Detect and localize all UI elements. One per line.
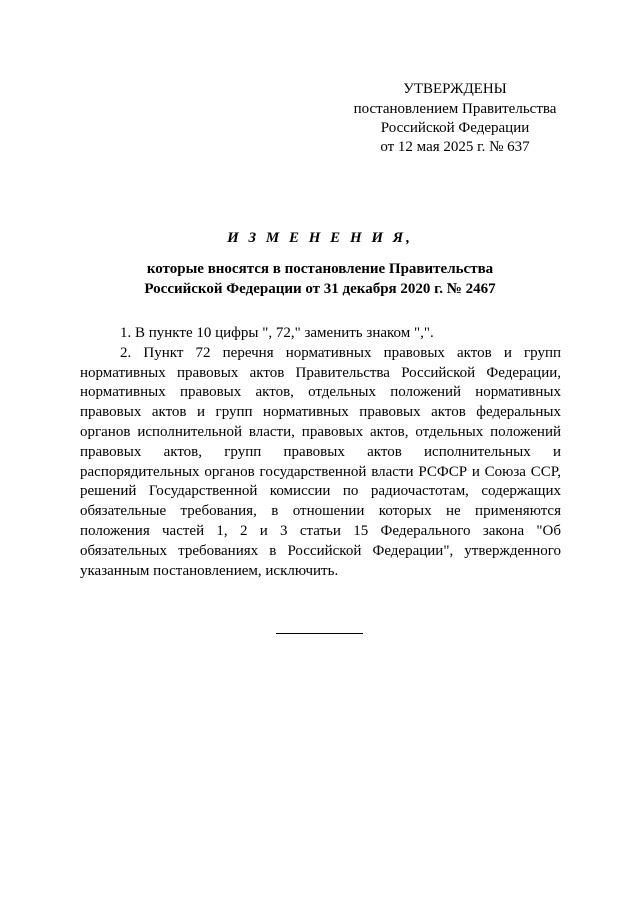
document-subtitle-line-2: Российской Федерации от 31 декабря 2020 г. № 2467: [144, 281, 496, 297]
approval-line-2: Российской Федерации: [380, 120, 530, 136]
approval-line-3: от 12 мая 2025 г. № 637: [380, 139, 530, 155]
title-block: [80, 228, 560, 299]
closing-separator-line: [276, 633, 363, 634]
document-subtitle: [80, 259, 560, 299]
item-text: Пункт 72 перечня нормативных правовых актов и групп нормативных правовых актов Правительства Российской Федерации, нормативных правовых актов, отдельных положений нормативных правовых актов и групп нормативных правовых актов федеральных органов исполнительной власти, правовых актов, отдельных положений правовых актов, групп правовых актов исполнительных и распорядительных органов государственной власти РСФСР и Союза ССР, решений Государственной комиссии по радиочастотам, содержащих обязательные требования, в отношении которых не применяются положения частей 1, 2 и 3 статьи 15 Федерального закона "Об обязательных требованиях в Российской Федерации", утвержденного указанным постановлением, исключить.: [80, 344, 562, 579]
list-item: [80, 324, 561, 344]
item-text: В пункте 10 цифры ", 72," заменить знаком ",".: [135, 325, 434, 341]
item-number: 1.: [120, 325, 132, 341]
document-subtitle-line-1: которые вносятся в постановление Правительства: [146, 261, 494, 277]
document-body: [80, 324, 561, 581]
document-title: И З М Е Н Е Н И Я,: [227, 230, 413, 246]
item-number: 2.: [120, 344, 132, 361]
approval-heading: УТВЕРЖДЕНЫ: [403, 81, 507, 97]
approval-line-1: постановлением Правительства: [353, 101, 557, 117]
list-item: [80, 344, 561, 582]
approval-stamp: [352, 80, 558, 157]
